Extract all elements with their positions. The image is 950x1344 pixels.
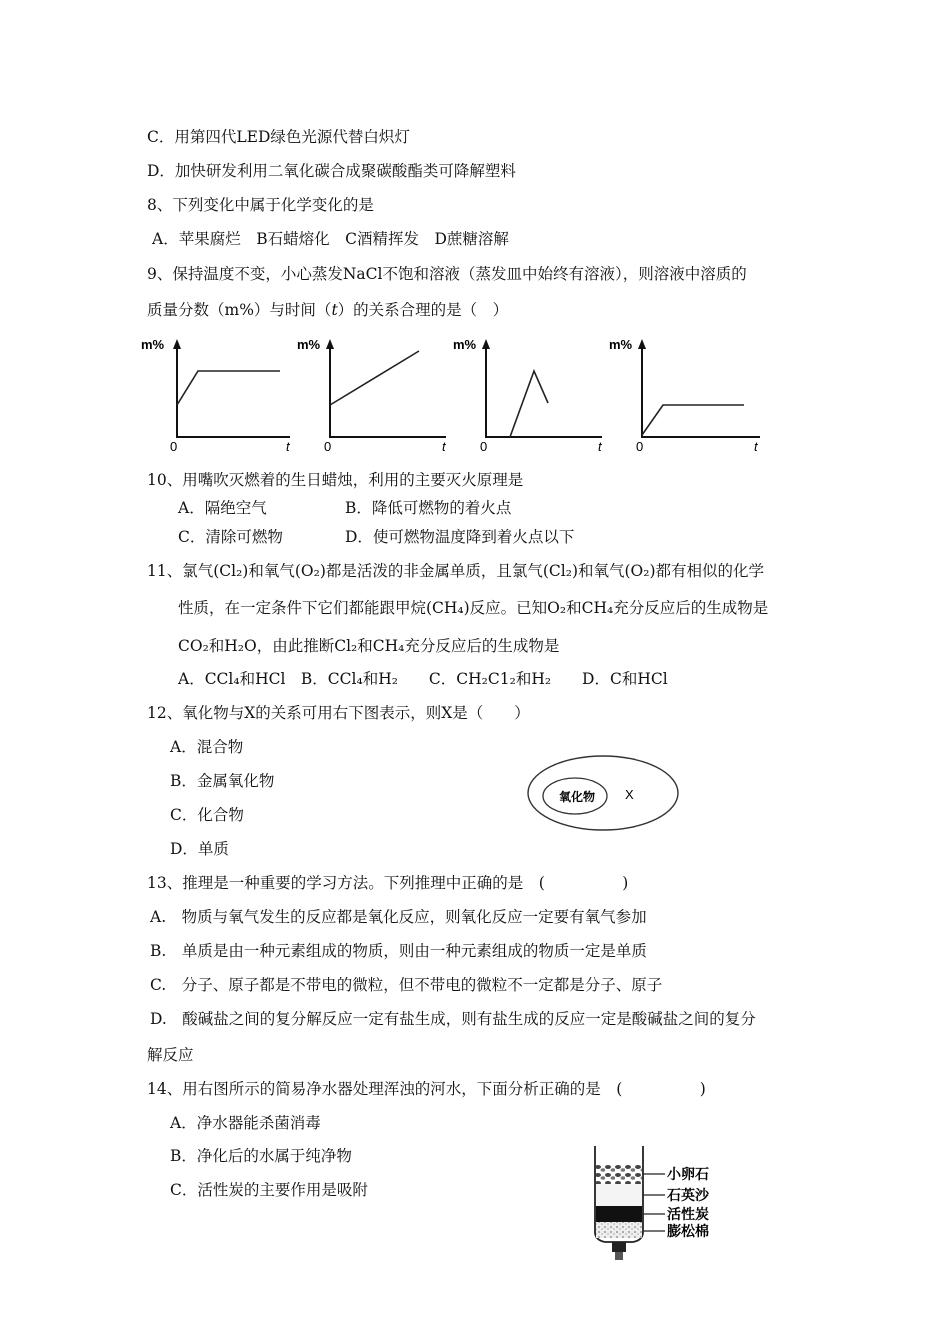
q8-options: A．苹果腐烂 B石蜡熔化 C酒精挥发 D蔗糖溶解 bbox=[152, 230, 509, 248]
q11-stem-line1: 11、氯气(Cl₂)和氧气(O₂)都是活泼的非金属单质，且氯气(Cl₂)和氧气(O₂)都有相似的化学 bbox=[147, 562, 765, 580]
q12-option-a: A．混合物 bbox=[170, 738, 244, 756]
q14-option-b: B．净化后的水属于纯净物 bbox=[170, 1147, 352, 1165]
q12-option-c: C．化合物 bbox=[170, 806, 244, 824]
q11-stem-line3: CO₂和H₂O，由此推断Cl₂和CH₄充分反应后的生成物是 bbox=[178, 637, 560, 655]
q12-option-b: B．金属氧化物 bbox=[170, 772, 275, 790]
q9-stem-line2 bbox=[147, 300, 508, 320]
graph-a-ylabel: m% bbox=[141, 337, 165, 352]
q12-option-d: D．单质 bbox=[170, 840, 229, 858]
q10-option-a: A．隔绝空气 bbox=[178, 499, 267, 517]
filter-label-cotton: 膨松棉 bbox=[667, 1223, 709, 1239]
q7-option-c: C．用第四代LED绿色光源代替白炽灯 bbox=[147, 128, 410, 146]
q13-stem: 13、推理是一种重要的学习方法。下列推理中正确的是 ( ) bbox=[147, 874, 629, 892]
filter-label-pebble: 小卵石 bbox=[667, 1166, 709, 1182]
q7-option-d: D．加快研发利用二氧化碳合成聚碳酸酯类可降解塑料 bbox=[147, 162, 516, 180]
graph-d-origin: 0 bbox=[636, 439, 644, 454]
q14-water-filter-diagram bbox=[585, 1140, 735, 1272]
q9-graph-a bbox=[140, 333, 300, 462]
graph-d-xlabel: t bbox=[754, 439, 758, 454]
graph-c-ylabel: m% bbox=[453, 337, 477, 352]
venn-inner-label: 氧化物 bbox=[559, 790, 596, 804]
q11-stem-line2: 性质，在一定条件下它们都能跟甲烷(CH₄)反应。已知O₂和CH₄充分反应后的生成物是 bbox=[178, 599, 769, 617]
graph-a-xlabel: t bbox=[286, 439, 290, 454]
q13-option-d: D. 酸碱盐之间的复分解反应一定有盐生成，则有盐生成的反应一定是酸碱盐之间的复分 bbox=[150, 1010, 756, 1028]
carbon-layer bbox=[596, 1206, 642, 1222]
q14-option-c: C．活性炭的主要作用是吸附 bbox=[170, 1181, 368, 1199]
q9-stem-line1: 9、保持温度不变，小心蒸发NaCl不饱和溶液（蒸发皿中始终有溶液），则溶液中溶质的 bbox=[147, 265, 747, 283]
q13-option-a: A. 物质与氧气发生的反应都是氧化反应，则氧化反应一定要有氧气参加 bbox=[150, 908, 647, 926]
q9-graph-d bbox=[608, 333, 768, 462]
q9-stem-pre: 质量分数（m%）与时间（ bbox=[147, 301, 332, 319]
graph-d-ylabel: m% bbox=[609, 337, 633, 352]
q10-stem: 10、用嘴吹灭燃着的生日蜡烛，利用的主要灭火原理是 bbox=[147, 471, 524, 489]
q10-option-d: D．使可燃物温度降到着火点以下 bbox=[345, 528, 575, 546]
q13-option-d-cont: 解反应 bbox=[147, 1046, 194, 1064]
graph-b-xlabel: t bbox=[442, 439, 446, 454]
q10-option-c: C．清除可燃物 bbox=[178, 528, 283, 546]
graph-b-origin: 0 bbox=[324, 439, 332, 454]
q13-option-c: C. 分子、原子都是不带电的微粒，但不带电的微粒不一定都是分子、原子 bbox=[150, 976, 663, 994]
q12-stem: 12、氧化物与X的关系可用右下图表示，则X是（ ） bbox=[147, 704, 530, 722]
graph-c-origin: 0 bbox=[480, 439, 488, 454]
filter-label-carbon: 活性炭 bbox=[667, 1206, 709, 1222]
q10-option-b: B．降低可燃物的着火点 bbox=[345, 499, 512, 517]
q11-options: A．CCl₄和HCl B．CCl₄和H₂ C．CH₂C1₂和H₂ D．C和HCl bbox=[178, 670, 668, 688]
cotton-layer bbox=[596, 1222, 642, 1238]
q12-venn-diagram bbox=[525, 752, 685, 838]
q8-stem: 8、下列变化中属于化学变化的是 bbox=[147, 196, 374, 214]
q14-stem: 14、用右图所示的简易净水器处理浑浊的河水，下面分析正确的是 ( ) bbox=[147, 1080, 706, 1098]
q14-option-a: A．净水器能杀菌消毒 bbox=[170, 1114, 321, 1132]
q9-stem-post: ）的关系合理的是（ ） bbox=[337, 301, 509, 319]
q13-option-b: B. 单质是由一种元素组成的物质，则由一种元素组成的物质一定是单质 bbox=[150, 942, 647, 960]
q9-graph-c bbox=[452, 333, 612, 462]
q9-stem-t: t bbox=[331, 301, 338, 319]
graph-b-ylabel: m% bbox=[297, 337, 321, 352]
graph-a-origin: 0 bbox=[170, 439, 178, 454]
sand-layer bbox=[596, 1184, 642, 1206]
graph-c-xlabel: t bbox=[598, 439, 602, 454]
venn-outer-label: X bbox=[625, 787, 634, 802]
filter-label-sand: 石英沙 bbox=[667, 1187, 709, 1203]
pebble-layer bbox=[596, 1164, 642, 1184]
q9-graph-b bbox=[296, 333, 456, 462]
